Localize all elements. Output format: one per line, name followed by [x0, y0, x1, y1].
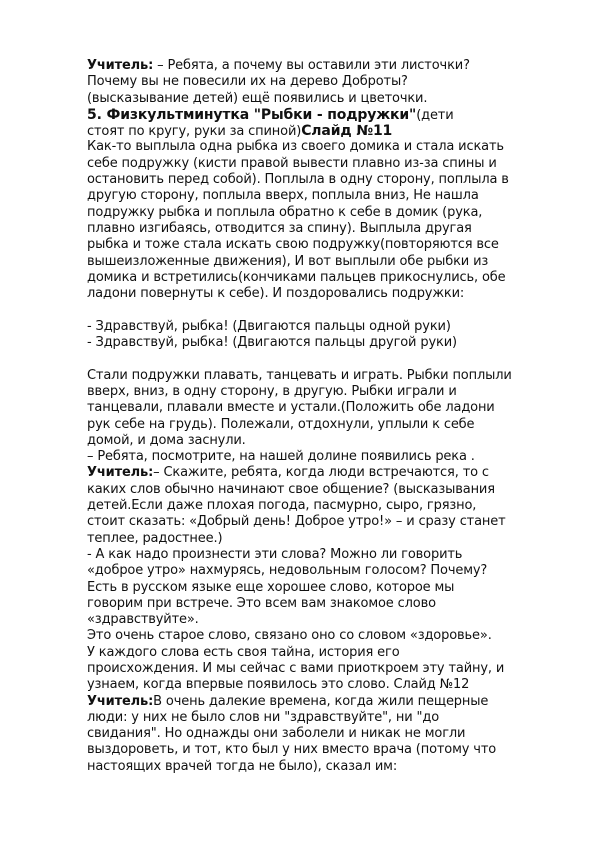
paragraph-line: - А как надо произнести эти слова? Можно ли говорить: [87, 546, 463, 562]
paragraph-line: другую сторону, поплыла вверх, поплыла вниз, Не нашла: [87, 188, 479, 204]
paragraph-line: У каждого слова есть своя тайна, история его: [87, 644, 400, 660]
paragraph-line: вышеизложенные движения), И вот выплыли обе рыбки из: [87, 253, 489, 269]
heading-title: 5. Физкультминутка "Рыбки - подружки": [87, 106, 417, 123]
paragraph-line: выздороветь, и тот, кто был у них вместо врача (потому что: [87, 742, 497, 758]
paragraph-line: – Ребята, посмотрите, на нашей долине появились река .: [87, 449, 475, 465]
heading-note-cont: стоят по кругу, руки за спиной): [87, 124, 302, 140]
paragraph-exercise-end: [87, 368, 555, 466]
paragraph-history: [87, 710, 555, 775]
paragraph-line: [87, 465, 555, 481]
paragraph-line: домой, и дома заснули.: [87, 432, 246, 448]
paragraph-line: детей.Если даже плохая погода, пасмурно, сыро, грязно,: [87, 498, 477, 514]
paragraph-line: стоит сказать: «Добрый день! Доброе утро!» – и сразу станет: [87, 514, 506, 530]
section-heading-cont: [87, 123, 555, 139]
paragraph-line: свидания". Но однажды они заболели и никак не могли: [87, 726, 466, 742]
heading-note: (дети: [416, 107, 454, 123]
speaker-label: Учитель:: [87, 465, 154, 481]
text-span: – Скажите, ребята, когда люди встречаются, то с: [153, 465, 489, 481]
paragraph-line: домика и встретились(кончиками пальцев прикоснулись, обе: [87, 269, 506, 285]
paragraph-line: Стали подружки плавать, танцевать и играть. Рыбки поплыли: [87, 367, 512, 383]
speaker-label: Учитель:: [87, 58, 154, 73]
paragraph-line: остановить перед собой). Поплыла в одну сторону, поплыла в: [87, 172, 509, 188]
blank-line: [87, 302, 555, 318]
speaker-label: Учитель:: [87, 693, 154, 709]
paragraph-line: рук себе на грудь). Полежали, отдохнули, уплыли к себе: [87, 416, 475, 432]
paragraph-line: происхождения. И мы сейчас с вами приоткроем эту тайну, и: [87, 660, 505, 676]
paragraph-line: «доброе утро» нахмурясь, недовольным голосом? Почему?: [87, 563, 488, 579]
slide-reference: Слайд №11: [301, 123, 393, 140]
section-heading: [87, 107, 555, 123]
text-span: – Ребята, а почему вы оставили эти листочки?: [153, 58, 470, 73]
paragraph-line: плавно изгибаясь, отводится за спину). Выплыла другая: [87, 220, 472, 236]
paragraph-line: подружку рыбка и поплыла обратно к себе в домик (рука,: [87, 204, 483, 220]
paragraph-line: [87, 694, 555, 710]
paragraph-line: [87, 58, 555, 74]
greeting-line: - Здравствуй, рыбка! (Двигаются пальцы одной руки): [87, 318, 451, 334]
paragraph-line: рыбка и тоже стала искать свою подружку(повторяются все: [87, 237, 499, 253]
paragraph-line: узнаем, когда впервые появилось это слово. Слайд №12: [87, 677, 470, 693]
paragraph-line: каких слов обычно начинают свое общение? (высказывания: [87, 481, 495, 497]
document-page: [87, 58, 555, 775]
paragraph-line: говорим при встрече. Это всем вам знакомое слово: [87, 595, 436, 611]
paragraph-exercise: [87, 139, 555, 302]
greeting-line: - Здравствуй, рыбка! (Двигаются пальцы другой руки): [87, 335, 457, 351]
paragraph-line: вверх, вниз, в одну сторону, в другую. Рыбки играли и: [87, 383, 457, 399]
paragraph-line: теплее, радостнее.): [87, 530, 223, 546]
blank-line: [87, 351, 555, 367]
paragraph-line: Это очень старое слово, связано оно со словом «здоровье».: [87, 628, 492, 644]
paragraph-line: ладони повернуты к себе). И поздоровались подружки:: [87, 286, 465, 302]
paragraph-greetings: [87, 482, 555, 694]
paragraph-line: Как-то выплыла одна рыбка из своего домика и стала искать: [87, 139, 504, 155]
paragraph-line: люди: у них не было слов ни "здравствуйте", ни "до: [87, 709, 439, 725]
paragraph-line: себе подружку (кисти правой вывести плавно из-за спины и: [87, 155, 497, 171]
text-span: В очень далекие времена, когда жили пещерные: [153, 693, 489, 709]
paragraph-line: Почему вы не повесили их на дерево Доброты?: [87, 74, 408, 90]
paragraph-line: настоящих врачей тогда не было), сказал им:: [87, 758, 398, 774]
paragraph-line: танцевали, плавали вместе и устали.(Положить обе ладони: [87, 400, 495, 416]
paragraph-line: (высказывание детей) ещё появились и цветочки.: [87, 90, 428, 106]
paragraph-line: Есть в русском языке еще хорошее слово, которое мы: [87, 579, 455, 595]
paragraph-line: «здравствуйте».: [87, 612, 199, 628]
